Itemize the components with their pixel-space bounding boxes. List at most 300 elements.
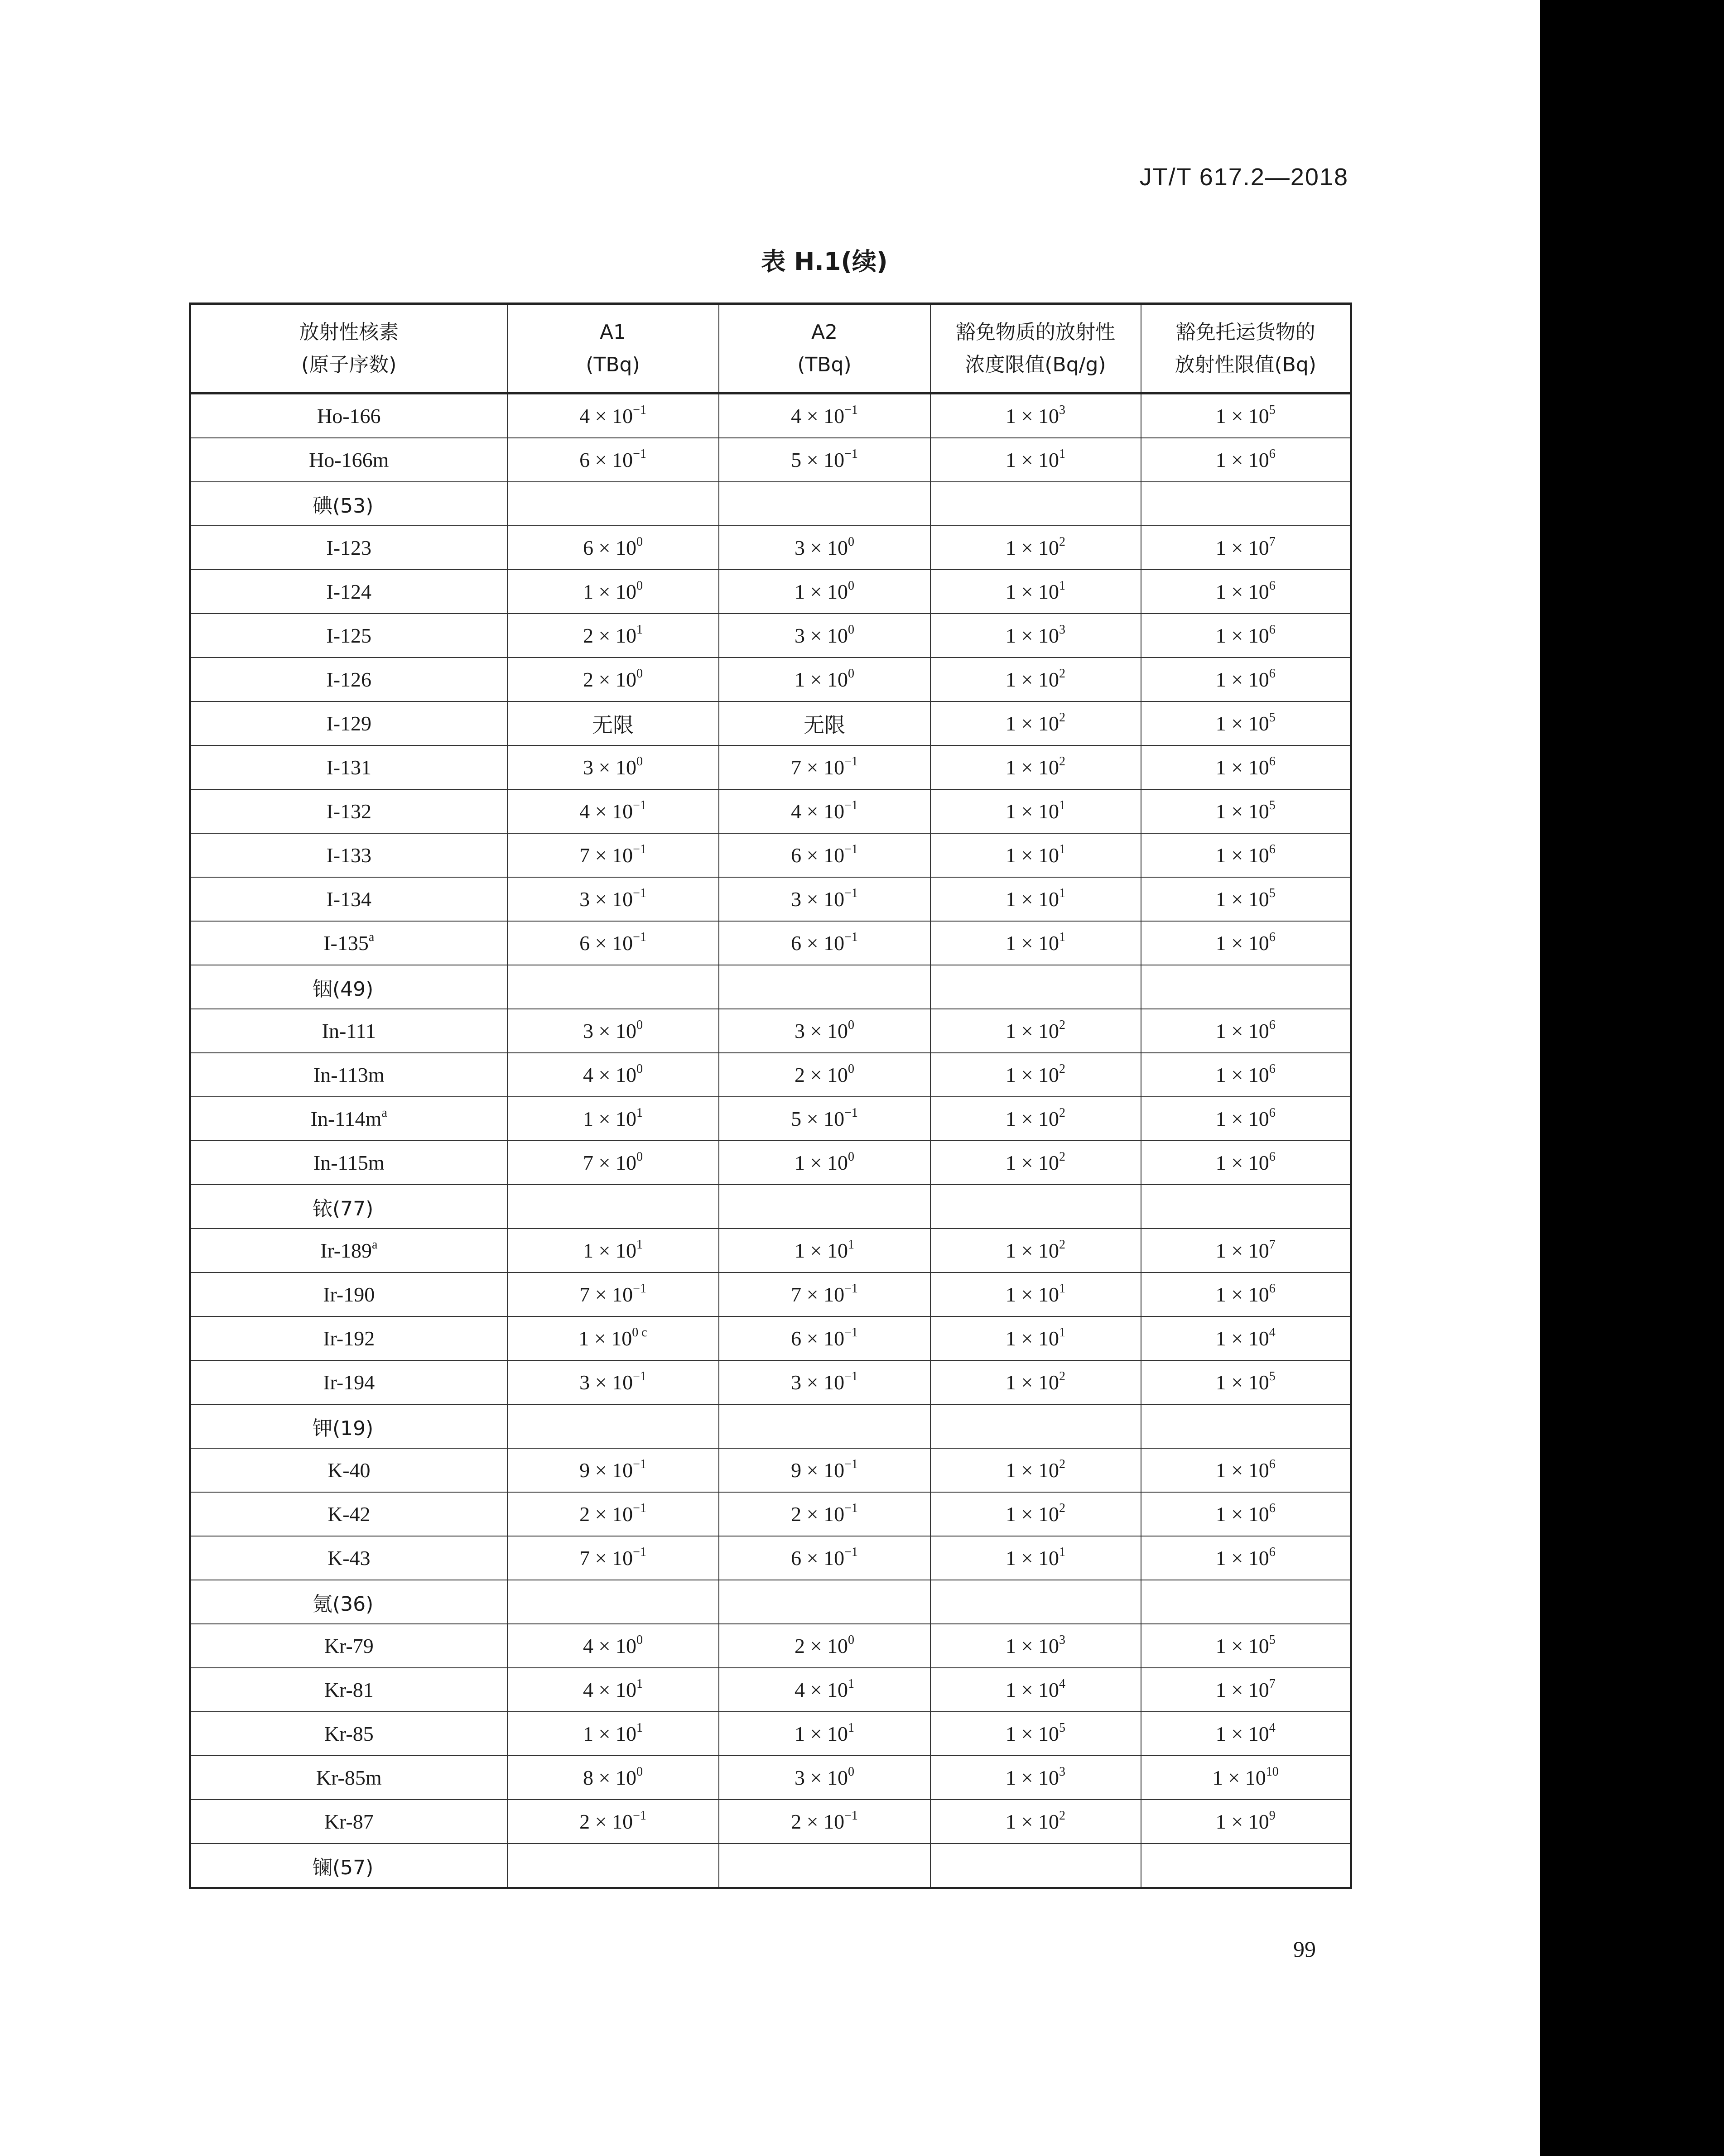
a2-cell [719, 658, 930, 701]
a1-cell [507, 1580, 719, 1624]
value-mantissa: 3 × 10 [795, 1019, 848, 1042]
value-exponent: 1 [636, 1238, 643, 1252]
a1-cell [507, 1097, 719, 1141]
nuclide-name-cell [190, 1097, 507, 1141]
value-exponent: 6 [1269, 623, 1276, 637]
value-mantissa: 1 × 10 [1215, 888, 1269, 911]
nuclide-table [189, 303, 1352, 1889]
column-header-exempt-concentration [930, 304, 1141, 394]
value-mantissa: 1 × 10 [795, 1151, 848, 1174]
table-row [190, 526, 1351, 570]
value-exponent: −1 [633, 1369, 646, 1383]
nuclide-name: Ho-166m [309, 448, 389, 471]
table-row [190, 614, 1351, 658]
value-exponent: 0 [636, 667, 643, 681]
value-mantissa: 1 × 10 [1006, 800, 1059, 823]
value-mantissa: 1 × 10 [1215, 1019, 1269, 1042]
value-exponent: 6 [1269, 930, 1276, 944]
exempt-concentration-cell [930, 1668, 1141, 1712]
value-exponent: 2 [1059, 1018, 1065, 1032]
nuclide-name-cell [190, 658, 507, 701]
value-exponent: 6 [1269, 1150, 1276, 1164]
table-row [190, 833, 1351, 877]
value-exponent: 7 [1269, 1677, 1276, 1691]
exempt-consignment-cell [1141, 1492, 1351, 1536]
value-mantissa: 6 × 10 [791, 844, 845, 867]
value-exponent: −1 [844, 1501, 858, 1515]
column-header-a1 [507, 304, 719, 394]
exempt-concentration-cell [930, 1492, 1141, 1536]
nuclide-name: In-114m [310, 1107, 382, 1130]
value-exponent: 5 [1269, 711, 1276, 725]
a1-cell [507, 877, 719, 921]
element-group-row [190, 482, 1351, 526]
nuclide-name-cell [190, 1053, 507, 1097]
value-mantissa: 1 × 10 [1006, 448, 1059, 471]
exempt-consignment-cell [1141, 877, 1351, 921]
value-exponent: −1 [633, 403, 646, 417]
value-mantissa: 无限 [592, 713, 634, 737]
value-exponent: −1 [844, 1325, 858, 1340]
exempt-concentration-cell [930, 1272, 1141, 1316]
table-row [190, 438, 1351, 482]
value-mantissa: 7 × 10 [579, 844, 633, 867]
a1-cell [507, 745, 719, 789]
table-row [190, 1800, 1351, 1844]
value-exponent: −1 [633, 1809, 646, 1823]
value-exponent: 0 [636, 1633, 643, 1647]
nuclide-name: I-132 [326, 800, 372, 823]
value-mantissa: 1 × 10 [1215, 1151, 1269, 1174]
value-mantissa: 1 × 10 [583, 580, 636, 603]
table-row [190, 1141, 1351, 1185]
nuclide-name: Kr-79 [324, 1634, 374, 1657]
exempt-consignment-cell [1141, 745, 1351, 789]
value-mantissa: 3 × 10 [579, 888, 633, 911]
value-exponent: 0 c [632, 1325, 647, 1340]
a2-cell [719, 1360, 930, 1404]
value-mantissa: 3 × 10 [795, 1766, 848, 1789]
value-mantissa: 1 × 10 [1006, 888, 1059, 911]
value-mantissa: 4 × 10 [579, 800, 633, 823]
value-mantissa: 1 × 10 [1006, 404, 1059, 427]
value-exponent: −1 [633, 930, 646, 944]
a2-cell [719, 833, 930, 877]
value-exponent: 1 [848, 1238, 854, 1252]
scan-edge-band [1540, 0, 1724, 2156]
value-exponent: −1 [844, 1809, 858, 1823]
value-mantissa: 1 × 10 [1006, 712, 1059, 735]
exempt-concentration-cell [930, 1756, 1141, 1800]
value-exponent: 1 [636, 1721, 643, 1735]
nuclide-name: I-135 [323, 932, 369, 955]
a2-cell [719, 1712, 930, 1756]
a2-cell [719, 1448, 930, 1492]
value-mantissa: 1 × 10 [1006, 624, 1059, 647]
value-exponent: 0 [848, 535, 854, 549]
value-exponent: 2 [1059, 1106, 1065, 1120]
table-header-row [190, 304, 1351, 394]
a1-cell [507, 1141, 719, 1185]
value-exponent: −1 [633, 842, 646, 856]
value-mantissa: 7 × 10 [579, 1283, 633, 1306]
value-exponent: −1 [844, 930, 858, 944]
exempt-consignment-cell [1141, 1756, 1351, 1800]
value-mantissa: 1 × 10 [795, 580, 848, 603]
value-mantissa: 1 × 10 [1006, 1151, 1059, 1174]
value-mantissa: 1 × 10 [1006, 844, 1059, 867]
nuclide-name: I-126 [326, 668, 372, 691]
value-exponent: −1 [844, 1545, 858, 1559]
a2-cell [719, 1053, 930, 1097]
value-mantissa: 2 × 10 [579, 1810, 633, 1833]
column-header-a2 [719, 304, 930, 394]
a2-cell [719, 1800, 930, 1844]
header-line-2: 浓度限值(Bq/g) [965, 353, 1106, 376]
table-row [190, 1229, 1351, 1272]
a1-cell [507, 394, 719, 438]
exempt-concentration-cell [930, 921, 1141, 965]
value-exponent: 1 [1059, 447, 1065, 461]
exempt-concentration-cell [930, 877, 1141, 921]
value-exponent: 6 [1269, 1282, 1276, 1296]
value-mantissa: 1 × 10 [1215, 1283, 1269, 1306]
nuclide-name: 铟(49) [313, 977, 374, 1001]
nuclide-name: Ir-192 [323, 1327, 375, 1350]
a2-cell [719, 1229, 930, 1272]
a1-cell [507, 921, 719, 965]
nuclide-name-cell [190, 438, 507, 482]
exempt-consignment-cell [1141, 921, 1351, 965]
element-group-label [190, 482, 507, 526]
a2-cell [719, 1009, 930, 1053]
table-row [190, 745, 1351, 789]
value-exponent: −1 [633, 1282, 646, 1296]
a2-cell [719, 1272, 930, 1316]
exempt-concentration-cell [930, 1185, 1141, 1229]
value-exponent: 5 [1269, 1633, 1276, 1647]
value-exponent: 1 [636, 1677, 643, 1691]
value-mantissa: 1 × 10 [1006, 1239, 1059, 1262]
a1-cell [507, 1272, 719, 1316]
value-exponent: 0 [848, 1765, 854, 1779]
value-mantissa: 3 × 10 [583, 756, 636, 779]
exempt-concentration-cell [930, 1580, 1141, 1624]
value-mantissa: 1 × 10 [1006, 1283, 1059, 1306]
a2-cell [719, 921, 930, 965]
nuclide-name-cell [190, 526, 507, 570]
exempt-consignment-cell [1141, 1404, 1351, 1448]
value-mantissa: 1 × 10 [1006, 1546, 1059, 1570]
nuclide-name: I-129 [326, 712, 372, 735]
value-mantissa: 1 × 10 [1215, 624, 1269, 647]
value-exponent: 0 [636, 1062, 643, 1076]
nuclide-name-cell [190, 1141, 507, 1185]
a1-cell [507, 1053, 719, 1097]
value-exponent: 6 [1269, 1018, 1276, 1032]
value-mantissa: 1 × 10 [1215, 1546, 1269, 1570]
value-mantissa: 3 × 10 [583, 1019, 636, 1042]
nuclide-name-cell [190, 1668, 507, 1712]
value-mantissa: 7 × 10 [579, 1546, 633, 1570]
value-mantissa: 6 × 10 [579, 932, 633, 955]
column-header-nuclide [190, 304, 507, 394]
value-exponent: 6 [1269, 447, 1276, 461]
nuclide-name: K-40 [327, 1459, 371, 1482]
a1-cell [507, 1536, 719, 1580]
value-exponent: 0 [636, 754, 643, 768]
value-mantissa: 无限 [804, 713, 845, 737]
a1-cell [507, 1448, 719, 1492]
value-mantissa: 4 × 10 [791, 404, 845, 427]
value-exponent: 2 [1059, 1062, 1065, 1076]
a2-cell [719, 1580, 930, 1624]
exempt-consignment-cell [1141, 526, 1351, 570]
value-mantissa: 6 × 10 [791, 932, 845, 955]
table-row [190, 1712, 1351, 1756]
table-row [190, 1316, 1351, 1360]
table-row [190, 1009, 1351, 1053]
value-mantissa: 1 × 10 [1006, 668, 1059, 691]
value-mantissa: 1 × 10 [1006, 1634, 1059, 1657]
value-exponent: 0 [636, 579, 643, 593]
value-exponent: 1 [1059, 842, 1065, 856]
footnote-marker: a [381, 1106, 387, 1120]
nuclide-name: In-113m [313, 1063, 385, 1086]
value-mantissa: 6 × 10 [791, 1327, 845, 1350]
value-mantissa: 2 × 10 [579, 1503, 633, 1526]
a2-cell [719, 1141, 930, 1185]
element-group-row [190, 1404, 1351, 1448]
document-code: JT/T 617.2—2018 [1139, 163, 1348, 191]
a1-cell [507, 833, 719, 877]
table-row [190, 570, 1351, 614]
exempt-concentration-cell [930, 701, 1141, 745]
value-mantissa: 4 × 10 [583, 1063, 636, 1086]
a2-cell [719, 526, 930, 570]
table-title: 表 H.1(续) [761, 247, 888, 276]
a2-cell [719, 394, 930, 438]
nuclide-name-cell [190, 1492, 507, 1536]
a2-cell [719, 701, 930, 745]
nuclide-name-cell [190, 1448, 507, 1492]
value-exponent: 3 [1059, 1765, 1065, 1779]
exempt-consignment-cell [1141, 1097, 1351, 1141]
header-line-2: (原子序数) [301, 353, 397, 376]
value-exponent: −1 [844, 1282, 858, 1296]
value-mantissa: 1 × 10 [1006, 1371, 1059, 1394]
value-mantissa: 4 × 10 [795, 1678, 848, 1701]
value-mantissa: 1 × 10 [1215, 448, 1269, 471]
value-exponent: 3 [1059, 623, 1065, 637]
exempt-concentration-cell [930, 833, 1141, 877]
exempt-concentration-cell [930, 1229, 1141, 1272]
a2-cell [719, 614, 930, 658]
value-exponent: 1 [848, 1677, 854, 1691]
value-exponent: 2 [1059, 1809, 1065, 1823]
a2-cell [719, 745, 930, 789]
value-exponent: 1 [1059, 886, 1065, 900]
exempt-consignment-cell [1141, 1580, 1351, 1624]
nuclide-name-cell [190, 394, 507, 438]
element-group-label [190, 1580, 507, 1624]
value-exponent: 6 [1269, 1457, 1276, 1471]
table-row [190, 394, 1351, 438]
nuclide-name: 钾(19) [313, 1417, 374, 1440]
table-row [190, 1668, 1351, 1712]
nuclide-name-cell [190, 701, 507, 745]
header-line-1: 放射性核素 [299, 320, 399, 344]
value-mantissa: 7 × 10 [791, 756, 845, 779]
value-exponent: 6 [1269, 1062, 1276, 1076]
a1-cell [507, 1844, 719, 1888]
a2-cell [719, 1185, 930, 1229]
value-exponent: 1 [636, 623, 643, 637]
header-line-1: A1 [599, 320, 626, 344]
exempt-concentration-cell [930, 526, 1141, 570]
value-exponent: −1 [633, 886, 646, 900]
exempt-consignment-cell [1141, 1053, 1351, 1097]
nuclide-name: I-131 [326, 756, 372, 779]
value-mantissa: 4 × 10 [791, 800, 845, 823]
exempt-consignment-cell [1141, 482, 1351, 526]
nuclide-name-cell [190, 1800, 507, 1844]
a2-cell [719, 438, 930, 482]
value-mantissa: 1 × 10 [1006, 1459, 1059, 1482]
value-exponent: 2 [1059, 754, 1065, 768]
value-mantissa: 1 × 10 [1215, 800, 1269, 823]
value-mantissa: 1 × 10 [583, 1722, 636, 1745]
nuclide-name-cell [190, 614, 507, 658]
value-mantissa: 1 × 10 [1215, 1503, 1269, 1526]
value-mantissa: 5 × 10 [791, 448, 845, 471]
a1-cell [507, 570, 719, 614]
nuclide-name: 碘(53) [313, 494, 374, 518]
value-mantissa: 2 × 10 [795, 1063, 848, 1086]
value-exponent: 7 [1269, 1238, 1276, 1252]
value-exponent: 0 [848, 1062, 854, 1076]
nuclide-name: Ir-190 [323, 1283, 375, 1306]
nuclide-name-cell [190, 921, 507, 965]
a1-cell [507, 701, 719, 745]
value-exponent: 4 [1269, 1721, 1276, 1735]
nuclide-name: I-123 [326, 536, 372, 559]
nuclide-name: I-133 [326, 844, 372, 867]
value-exponent: −1 [844, 754, 858, 768]
value-exponent: 0 [848, 1150, 854, 1164]
value-exponent: 3 [1059, 1633, 1065, 1647]
a1-cell [507, 1668, 719, 1712]
value-exponent: 1 [848, 1721, 854, 1735]
value-exponent: 0 [636, 1018, 643, 1032]
value-mantissa: 7 × 10 [583, 1151, 636, 1174]
nuclide-name: Ho-166 [317, 404, 381, 427]
value-mantissa: 1 × 10 [1006, 536, 1059, 559]
nuclide-name-cell [190, 1316, 507, 1360]
value-mantissa: 1 × 10 [1006, 1810, 1059, 1833]
exempt-consignment-cell [1141, 701, 1351, 745]
table-row [190, 701, 1351, 745]
value-exponent: −1 [633, 1545, 646, 1559]
a2-cell [719, 789, 930, 833]
exempt-consignment-cell [1141, 1536, 1351, 1580]
exempt-concentration-cell [930, 789, 1141, 833]
value-mantissa: 1 × 10 [1215, 1459, 1269, 1482]
table-container [189, 303, 1350, 1889]
table-row [190, 1756, 1351, 1800]
value-mantissa: 1 × 10 [1215, 712, 1269, 735]
table-row [190, 1272, 1351, 1316]
nuclide-name-cell [190, 570, 507, 614]
value-mantissa: 1 × 10 [1215, 1327, 1269, 1350]
nuclide-name: 氪(36) [313, 1592, 374, 1616]
footnote-marker: a [372, 1238, 378, 1252]
a1-cell [507, 1009, 719, 1053]
value-exponent: 6 [1269, 667, 1276, 681]
value-exponent: 1 [1059, 798, 1065, 812]
value-exponent: 1 [636, 1106, 643, 1120]
nuclide-name: Ir-189 [320, 1239, 372, 1262]
nuclide-name-cell [190, 789, 507, 833]
header-line-1: A2 [811, 320, 838, 344]
value-mantissa: 8 × 10 [583, 1766, 636, 1789]
value-exponent: 0 [848, 667, 854, 681]
value-mantissa: 9 × 10 [791, 1459, 845, 1482]
value-exponent: 2 [1059, 1369, 1065, 1383]
value-exponent: −1 [844, 1106, 858, 1120]
value-exponent: 5 [1269, 403, 1276, 417]
nuclide-name: 铱(77) [313, 1197, 374, 1220]
value-mantissa: 4 × 10 [583, 1634, 636, 1657]
value-exponent: −1 [844, 1457, 858, 1471]
table-row [190, 1492, 1351, 1536]
element-group-label [190, 965, 507, 1009]
value-mantissa: 2 × 10 [583, 624, 636, 647]
a2-cell [719, 1624, 930, 1668]
value-mantissa: 1 × 10 [1215, 668, 1269, 691]
value-exponent: 9 [1269, 1809, 1276, 1823]
nuclide-name: 镧(57) [313, 1856, 374, 1879]
exempt-concentration-cell [930, 1800, 1141, 1844]
a1-cell [507, 1624, 719, 1668]
value-exponent: 6 [1269, 1106, 1276, 1120]
table-row [190, 1624, 1351, 1668]
value-exponent: 0 [636, 535, 643, 549]
header-line-2: 放射性限值(Bq) [1175, 353, 1316, 376]
exempt-consignment-cell [1141, 1009, 1351, 1053]
nuclide-name: Kr-85 [324, 1722, 374, 1745]
value-exponent: 2 [1059, 1501, 1065, 1515]
a1-cell [507, 438, 719, 482]
value-mantissa: 1 × 10 [583, 1239, 636, 1262]
value-mantissa: 1 × 10 [1215, 932, 1269, 955]
a2-cell [719, 570, 930, 614]
table-row [190, 877, 1351, 921]
exempt-concentration-cell [930, 1712, 1141, 1756]
value-exponent: 6 [1269, 1501, 1276, 1515]
value-exponent: 2 [1059, 1150, 1065, 1164]
value-exponent: 1 [1059, 930, 1065, 944]
nuclide-name: Ir-194 [323, 1371, 375, 1394]
value-mantissa: 5 × 10 [791, 1107, 845, 1130]
value-mantissa: 2 × 10 [795, 1634, 848, 1657]
a2-cell [719, 877, 930, 921]
nuclide-name: Kr-87 [324, 1810, 374, 1833]
value-mantissa: 1 × 10 [578, 1327, 632, 1350]
value-mantissa: 1 × 10 [1006, 1063, 1059, 1086]
exempt-consignment-cell [1141, 1141, 1351, 1185]
value-exponent: 6 [1269, 842, 1276, 856]
